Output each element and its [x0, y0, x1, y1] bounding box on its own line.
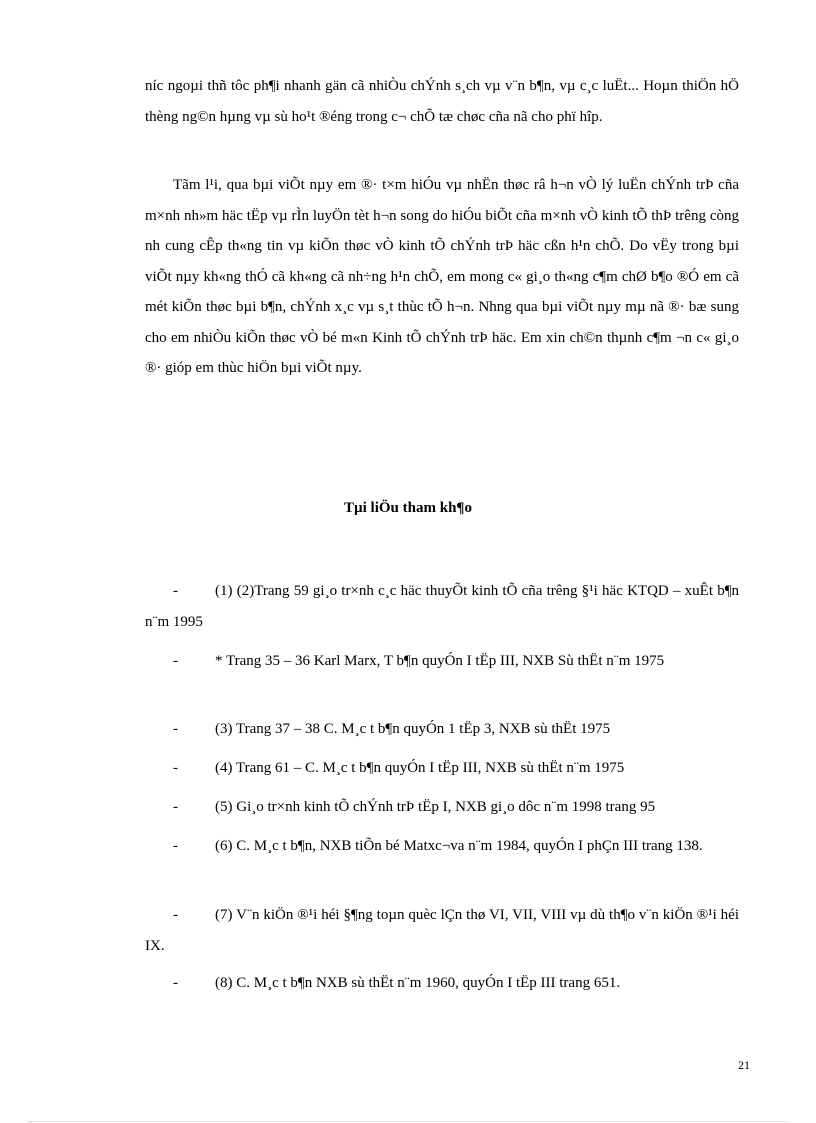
reference-text: (4) Trang 61 – C. M¸c t b¶n quyÓn I tËp III, NXB sù thËt n¨m 1975	[215, 760, 625, 776]
paragraph-2: Tãm l¹i, qua bµi viÕt nµy em ®· t×m hiÓu vµ nhËn thøc râ h¬n vÒ lý luËn chÝnh trÞ cña m×nh nh»m häc tËp vµ rÌn luyÖn tèt h¬n song do hiÓu biÕt cña m×nh vÒ kinh tÕ thÞ trêng còng nh cung cÊp th«ng tin vµ kiÕn thøc vÒ kinh tÕ chÝnh trÞ häc cßn h¹n chÕ. Do vËy trong bµi viÕt nµy kh«ng thÓ cã kh«ng cã nh÷ng h¹n chÕ, em mong c« gi¸o th«ng c¶m chØ b¶o ®Ó em cã mét kiÕn thøc bµi b¶n, chÝnh x¸c vµ s¸t thùc tÕ h¬n. Nhng qua bµi viÕt nµy mµ nã ®· bæ sung cho em nhiÒu kiÕn thøc vÒ bé m«n Kinh tÕ chÝnh trÞ häc. Em xin ch©n thµnh c¶m ¬n c« gi¸o ®· gióp em thùc hiÖn bµi viÕt nµy.	[145, 177, 739, 376]
section-title: Tµi liÖu tham kh¶o	[343, 500, 473, 516]
reference-text: (5) Gi¸o tr×nh kinh tÕ chÝnh trÞ tËp I, NXB gi¸o dôc n¨m 1998 trang 95	[215, 799, 656, 815]
reference-item-2: - * Trang 35 – 36 Karl Marx, T b¶n quyÓn I tËp III, NXB Sù thËt n¨m 1975	[173, 653, 665, 669]
page-bottom-divider	[28, 1121, 788, 1122]
page-number: 21	[738, 1058, 750, 1072]
reference-text: (3) Trang 37 – 38 C. M¸c t b¶n quyÓn 1 tËp 3, NXB sù thËt 1975	[215, 721, 611, 737]
reference-item-4: - (4) Trang 61 – C. M¸c t b¶n quyÓn I tËp III, NXB sù thËt n¨m 1975	[173, 760, 625, 776]
reference-item-5: - (5) Gi¸o tr×nh kinh tÕ chÝnh trÞ tËp I, NXB gi¸o dôc n¨m 1998 trang 95	[173, 799, 656, 815]
reference-item-1: - (1) (2)Trang 59 gi¸o tr×nh c¸c häc thuyÕt kinh tÕ cña trêng §¹i häc KTQD – xuÊt b¶n n¨m 1995	[145, 583, 739, 630]
reference-item-8: - (8) C. M¸c t b¶n NXB sù thËt n¨m 1960, quyÓn I tËp III trang 651.	[173, 975, 621, 991]
reference-text: (6) C. M¸c t b¶n, NXB tiÕn bé Matxc¬va n¨m 1984, quyÓn I phÇn III trang 138.	[215, 838, 703, 854]
reference-text: (7) V¨n kiÖn ®¹i héi §¶ng toµn quèc lÇn thø VI, VII, VIII vµ dù th¶o v¨n kiÖn ®¹i héi IX.	[145, 907, 739, 954]
reference-item-7: - (7) V¨n kiÖn ®¹i héi §¶ng toµn quèc lÇn thø VI, VII, VIII vµ dù th¶o v¨n kiÖn ®¹i héi IX.	[145, 907, 739, 954]
paragraph-1: níc ngoµi thñ tôc ph¶i nhanh gän cã nhiÒu chÝnh s¸ch vµ v¨n b¶n, vµ c¸c luËt... Hoµn thiÖn hÖ thèng ng©n hµng vµ sù ho¹t ®éng trong c¬ chÕ tæ chøc cña nã cho phï hîp.	[145, 78, 739, 125]
reference-item-3: - (3) Trang 37 – 38 C. M¸c t b¶n quyÓn 1 tËp 3, NXB sù thËt 1975	[173, 721, 611, 737]
reference-text: * Trang 35 – 36 Karl Marx, T b¶n quyÓn I tËp III, NXB Sù thËt n¨m 1975	[215, 653, 665, 669]
reference-item-6: - (6) C. M¸c t b¶n, NXB tiÕn bé Matxc¬va n¨m 1984, quyÓn I phÇn III trang 138.	[173, 838, 703, 854]
reference-text: (8) C. M¸c t b¶n NXB sù thËt n¨m 1960, quyÓn I tËp III trang 651.	[215, 975, 621, 991]
reference-text: (1) (2)Trang 59 gi¸o tr×nh c¸c häc thuyÕt kinh tÕ cña trêng §¹i häc KTQD – xuÊt b¶n n¨m 1995	[145, 583, 739, 630]
